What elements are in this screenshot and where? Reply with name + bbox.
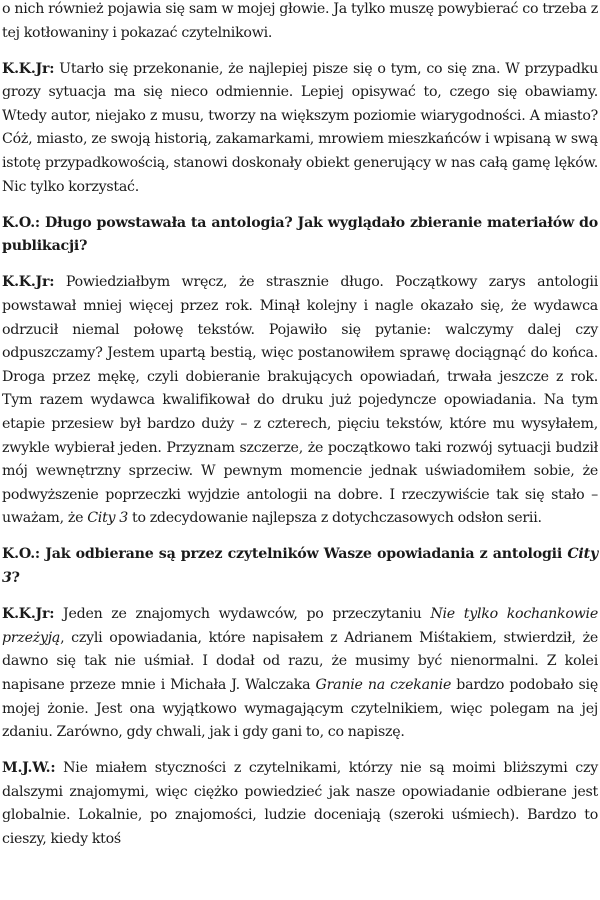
- speaker-label: K.K.Jr:: [2, 606, 55, 623]
- text-run: K.O.: Długo powstawała ta antologia? Jak wyglądało zbieranie materiałów do publikacji?: [2, 214, 598, 255]
- text-run: Jeden ze znajomych wydawców, po przeczytaniu: [54, 606, 431, 623]
- text-run: Powiedziałbym wręcz, że strasznie długo. Początkowy zarys antologii powstawał mniej więcej przez rok. Minął kolejny i nagle okazało się, że wydawca odrzucił niemal połowę tekstów. Pojawiło się pytanie: walczymy dalej czy odpuszczamy? Jestem upartą bestią, więc postanowiłem sprawę dociągnąć do końca. Droga przez mękę, czyli dobieranie brakujących opowiadań, trwała jeszcze z rok. Tym razem wydawca kwalifikował do druku już pojedyncze opowiadania. Na tym etapie przesiew był bardzo duży – z czterech, pięciu tekstów, które mu wysyłałem, zwykle wybierał jeden. Przyznam szczerze, że początkowo taki rozwój sytuacji budził mój wewnętrzny sprzeciw. W pewnym momencie jednak uświadomiłem sobie, że podwyższenie poprzeczki wyjdzie antologii na dobre. I rzeczywiście tak się stało – uważam, że: [2, 274, 598, 527]
- interview-question: [2, 212, 598, 259]
- interview-answer: [2, 0, 598, 45]
- italic-title: Nie tylko kochankowie przeżyją: [2, 606, 598, 646]
- text-run: to zdecydowanie najlepsza z dotychczasowych odsłon serii.: [128, 510, 542, 527]
- text-run: , czyli opowiadania, które napisałem z Adrianem Miśtakiem, stwierdził, że dawno się tak nie uśmiał. I dodał od razu, że musimy być nienormalni. Z kolei napisane przeze mnie i Michała J. Walczaka: [2, 629, 598, 693]
- interview-answer: [2, 58, 598, 200]
- text-run: K.O.: Jak odbierane są przez czytelników Wasze opowiadania z antologii: [2, 546, 568, 563]
- interview-answer: [2, 271, 598, 531]
- speaker-label: K.K.Jr:: [2, 274, 55, 291]
- text-run: bardzo podobało się mojej żonie. Jest ona wyjątkowo wymagającym czytelnikiem, więc polegam na jej zdaniu. Zarówno, gdy chwali, jak i gdy gani to, co napiszę.: [2, 676, 598, 741]
- text-run: Nie miałem styczności z czytelnikami, którzy nie są moimi bliższymi czy dalszymi znajomymi, więc ciężko powiedzieć jak nasze opowiadanie odbierane jest globalnie. Lokalnie, po znajomości, ludzie doceniają (szeroki uśmiech). Bardzo to cieszy, kiedy ktoś: [2, 760, 598, 847]
- speaker-label: K.K.Jr:: [2, 60, 55, 77]
- text-run: ?: [11, 570, 20, 587]
- speaker-label: M.J.W.:: [2, 760, 56, 777]
- interview-question: [2, 543, 598, 590]
- text-run: Utarło się przekonanie, że najlepiej pisze się o tym, co się zna. W przypadku grozy sytuacja ma się nieco odmiennie. Lepiej opisywać to, czego się obawiamy. Wtedy autor, niejako z musu, tworzy na większym poziomie wiarygodności. A miasto? Cóż, miasto, ze swoją historią, zakamarkami, mrowiem mieszkańców i wpisaną w swą istotę przypadkowością, stanowi doskonały obiekt generujący w nas całą gamę lęków. Nic tylko korzystać.: [2, 60, 598, 195]
- document-page: [2, 0, 598, 852]
- text-run: o nich również pojawia się sam w mojej głowie. Ja tylko muszę powybierać co trzeba z tej kotłowaniny i pokazać czytelnikowi.: [2, 1, 598, 41]
- italic-title: City 3: [2, 546, 598, 587]
- italic-title: Granie na czekanie: [315, 676, 452, 693]
- interview-answer: [2, 603, 598, 745]
- italic-title: City 3: [87, 510, 129, 527]
- interview-answer: [2, 757, 598, 851]
